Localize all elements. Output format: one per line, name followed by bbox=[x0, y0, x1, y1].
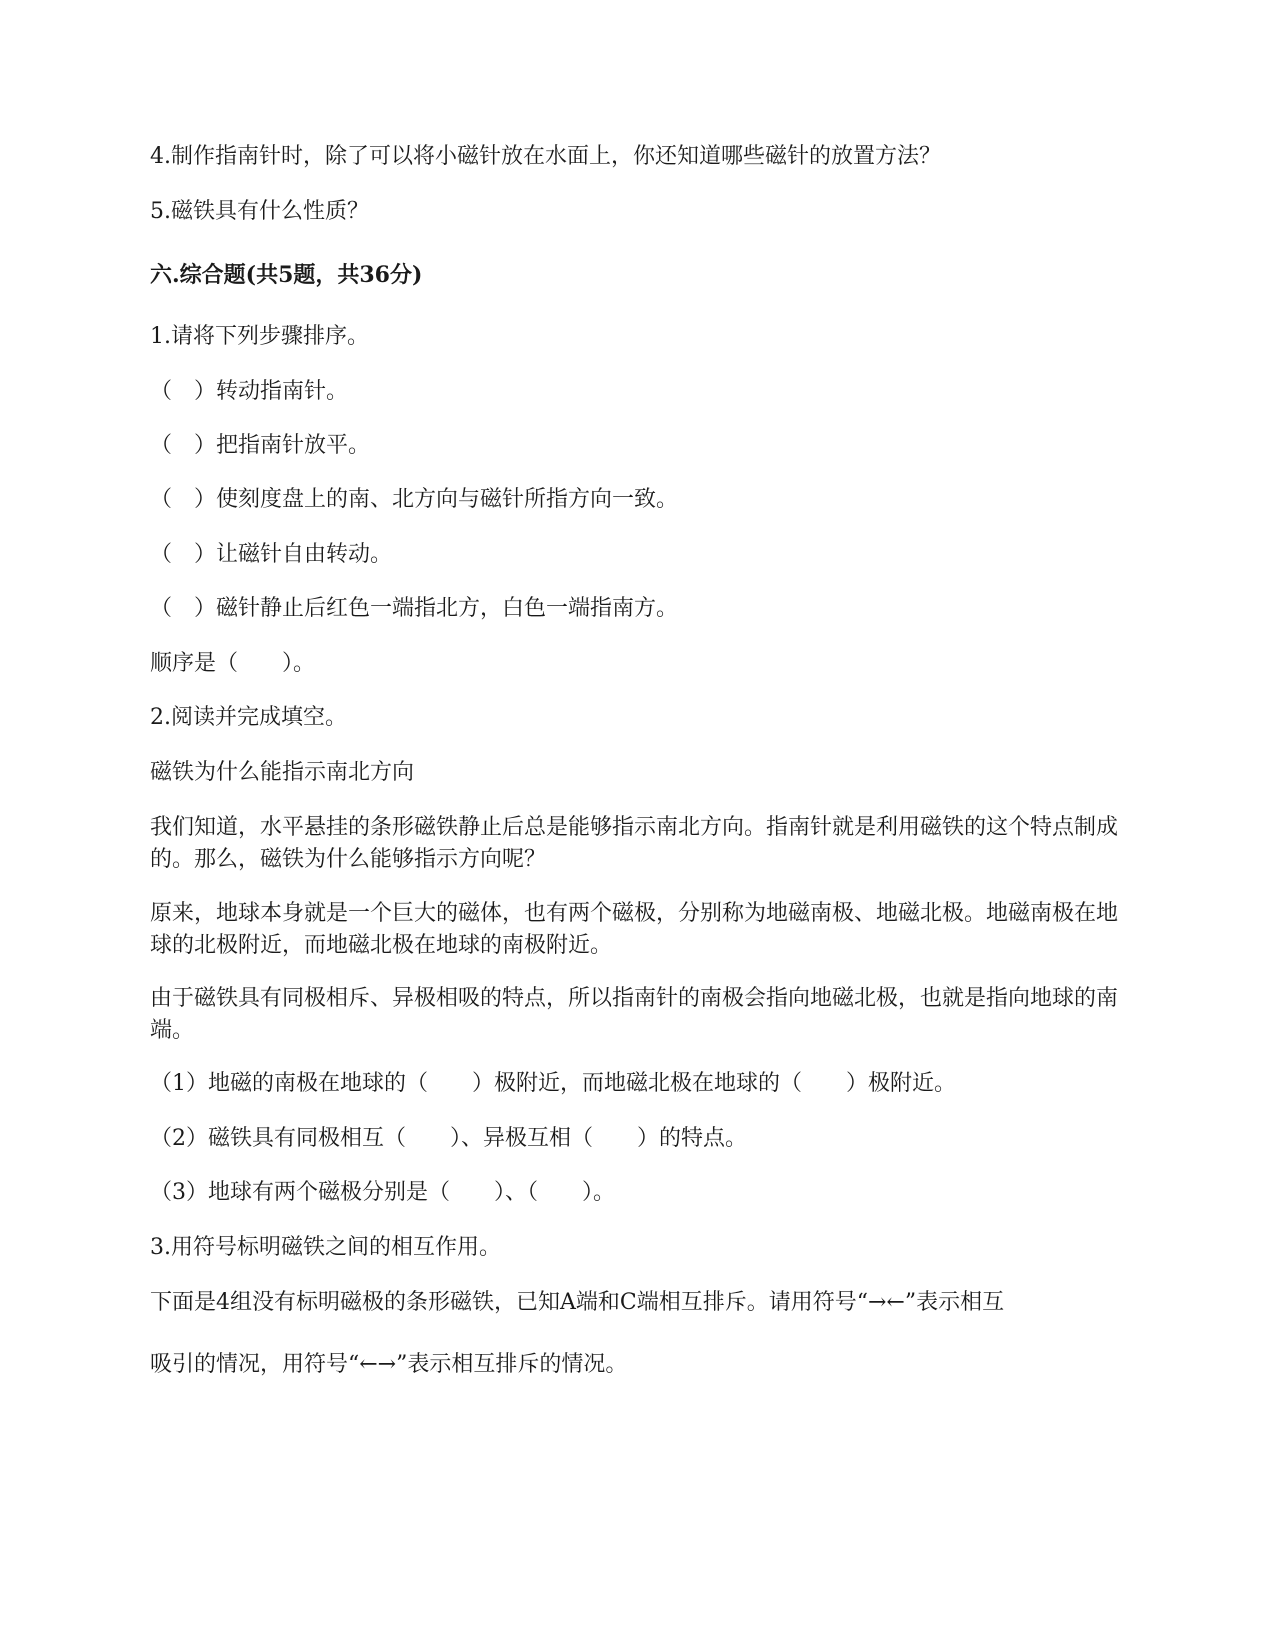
question-5: 5.磁铁具有什么性质？ bbox=[150, 199, 369, 224]
article-paragraph: 我们知道，水平悬挂的条形磁铁静止后总是能够指示南北方向。指南针就是利用磁铁的这个特点制成的。那么，磁铁为什么能够指示方向呢？ bbox=[150, 815, 1119, 872]
instruction-line: 吸引的情况，用符号“←→”表示相互排斥的情况。 bbox=[150, 1352, 628, 1377]
order-blank: 顺序是（ ）。 bbox=[150, 651, 316, 676]
article-title: 磁铁为什么能指示南北方向 bbox=[150, 760, 415, 785]
fill-blank-item: （2）磁铁具有同极相互（ ）、异极互相（ ）的特点。 bbox=[150, 1126, 747, 1151]
step-item: （ ）把指南针放平。 bbox=[150, 433, 371, 458]
fill-blank-item: （1）地磁的南极在地球的（ ）极附近，而地磁北极在地球的（ ）极附近。 bbox=[150, 1071, 956, 1096]
step-item: （ ）转动指南针。 bbox=[150, 379, 349, 404]
fill-blank-item: （3）地球有两个磁极分别是（ ）、（ ）。 bbox=[150, 1180, 615, 1205]
instruction-line: 下面是4组没有标明磁极的条形磁铁，已知A端和C端相互排斥。请用符号“→←”表示相互 bbox=[150, 1290, 1005, 1315]
comprehensive-question-3-title: 3.用符号标明磁铁之间的相互作用。 bbox=[150, 1235, 501, 1260]
document-page bbox=[150, 0, 1130, 1650]
step-item: （ ）使刻度盘上的南、北方向与磁针所指方向一致。 bbox=[150, 487, 679, 512]
comprehensive-question-2-title: 2.阅读并完成填空。 bbox=[150, 705, 347, 730]
article-paragraph: 原来，地球本身就是一个巨大的磁体，也有两个磁极，分别称为地磁南极、地磁北极。地磁南极在地球的北极附近，而地磁北极在地球的南极附近。 bbox=[150, 901, 1119, 958]
section-heading: 六.综合题(共5题，共36分) bbox=[150, 262, 423, 288]
article-paragraph: 由于磁铁具有同极相斥、异极相吸的特点，所以指南针的南极会指向地磁北极，也就是指向地球的南端。 bbox=[150, 986, 1119, 1043]
step-item: （ ）让磁针自由转动。 bbox=[150, 542, 393, 567]
question-4: 4.制作指南针时，除了可以将小磁针放在水面上，你还知道哪些磁针的放置方法？ bbox=[150, 144, 941, 169]
comprehensive-question-1-title: 1.请将下列步骤排序。 bbox=[150, 324, 369, 349]
step-item: （ ）磁针静止后红色一端指北方，白色一端指南方。 bbox=[150, 596, 679, 621]
